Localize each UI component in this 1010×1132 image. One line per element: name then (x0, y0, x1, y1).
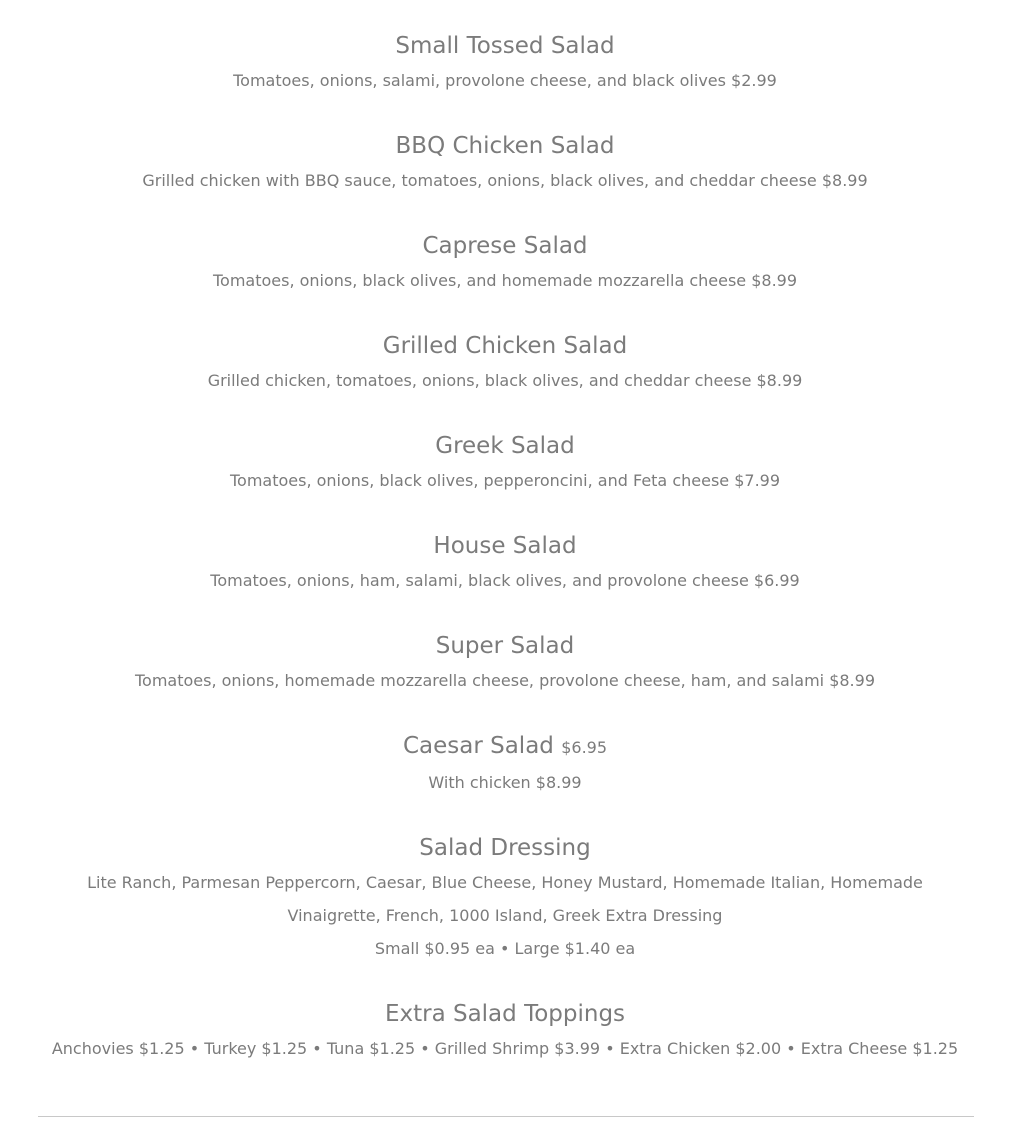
menu-item-greek-salad (0, 397, 1010, 497)
item-description: Tomatoes, onions, ham, salami, black olives, and provolone cheese $6.99 (210, 571, 800, 590)
menu-item-grilled-chicken-salad (0, 297, 1010, 397)
dressing-options: Lite Ranch, Parmesan Peppercorn, Caesar, Blue Cheese, Honey Mustard, Homemade Italian, Homemade Vinaigrette, French, 1000 Island, Greek Extra Dressing (87, 873, 923, 925)
caesar-price: $6.95 (561, 738, 608, 757)
bottom-divider (38, 1116, 974, 1117)
item-title: Greek Salad (435, 433, 575, 459)
dressing-title: Salad Dressing (419, 835, 591, 861)
item-description: Grilled chicken, tomatoes, onions, black olives, and cheddar cheese $8.99 (207, 371, 803, 390)
item-description: Tomatoes, onions, homemade mozzarella cheese, provolone cheese, ham, and salami $8.99 (134, 671, 875, 690)
item-title: House Salad (433, 533, 577, 559)
menu-item-caesar-salad (0, 697, 1010, 799)
menu-item-small-tossed-salad (0, 0, 1010, 97)
menu-item-salad-dressing (0, 799, 1010, 965)
item-description: Tomatoes, onions, black olives, and homemade mozzarella cheese $8.99 (212, 271, 798, 290)
item-title: Small Tossed Salad (395, 33, 615, 59)
menu-item-house-salad (0, 497, 1010, 597)
item-title: BBQ Chicken Salad (395, 133, 615, 159)
item-description: Tomatoes, onions, salami, provolone cheese, and black olives $2.99 (233, 71, 777, 90)
menu-item-bbq-chicken-salad (0, 97, 1010, 197)
caesar-description: With chicken $8.99 (428, 773, 582, 792)
item-description: Grilled chicken with BBQ sauce, tomatoes, onions, black olives, and cheddar cheese $8.99 (142, 171, 868, 190)
menu-item-extra-toppings (0, 965, 1010, 1065)
item-title: Caprese Salad (422, 233, 588, 259)
toppings-list: Anchovies $1.25 • Turkey $1.25 • Tuna $1.25 • Grilled Shrimp $3.99 • Extra Chicken $2.00 • Extra Cheese $1.25 (51, 1039, 959, 1058)
item-description: Tomatoes, onions, black olives, pepperoncini, and Feta cheese $7.99 (229, 471, 781, 490)
item-title: Grilled Chicken Salad (382, 333, 628, 359)
caesar-title (0, 697, 1010, 763)
caesar-title-text: Caesar Salad (402, 733, 554, 759)
menu-item-super-salad (0, 597, 1010, 697)
toppings-title: Extra Salad Toppings (384, 1001, 626, 1027)
menu-item-caprese-salad (0, 197, 1010, 297)
item-title: Super Salad (435, 633, 575, 659)
dressing-prices: Small $0.95 ea • Large $1.40 ea (374, 939, 636, 958)
